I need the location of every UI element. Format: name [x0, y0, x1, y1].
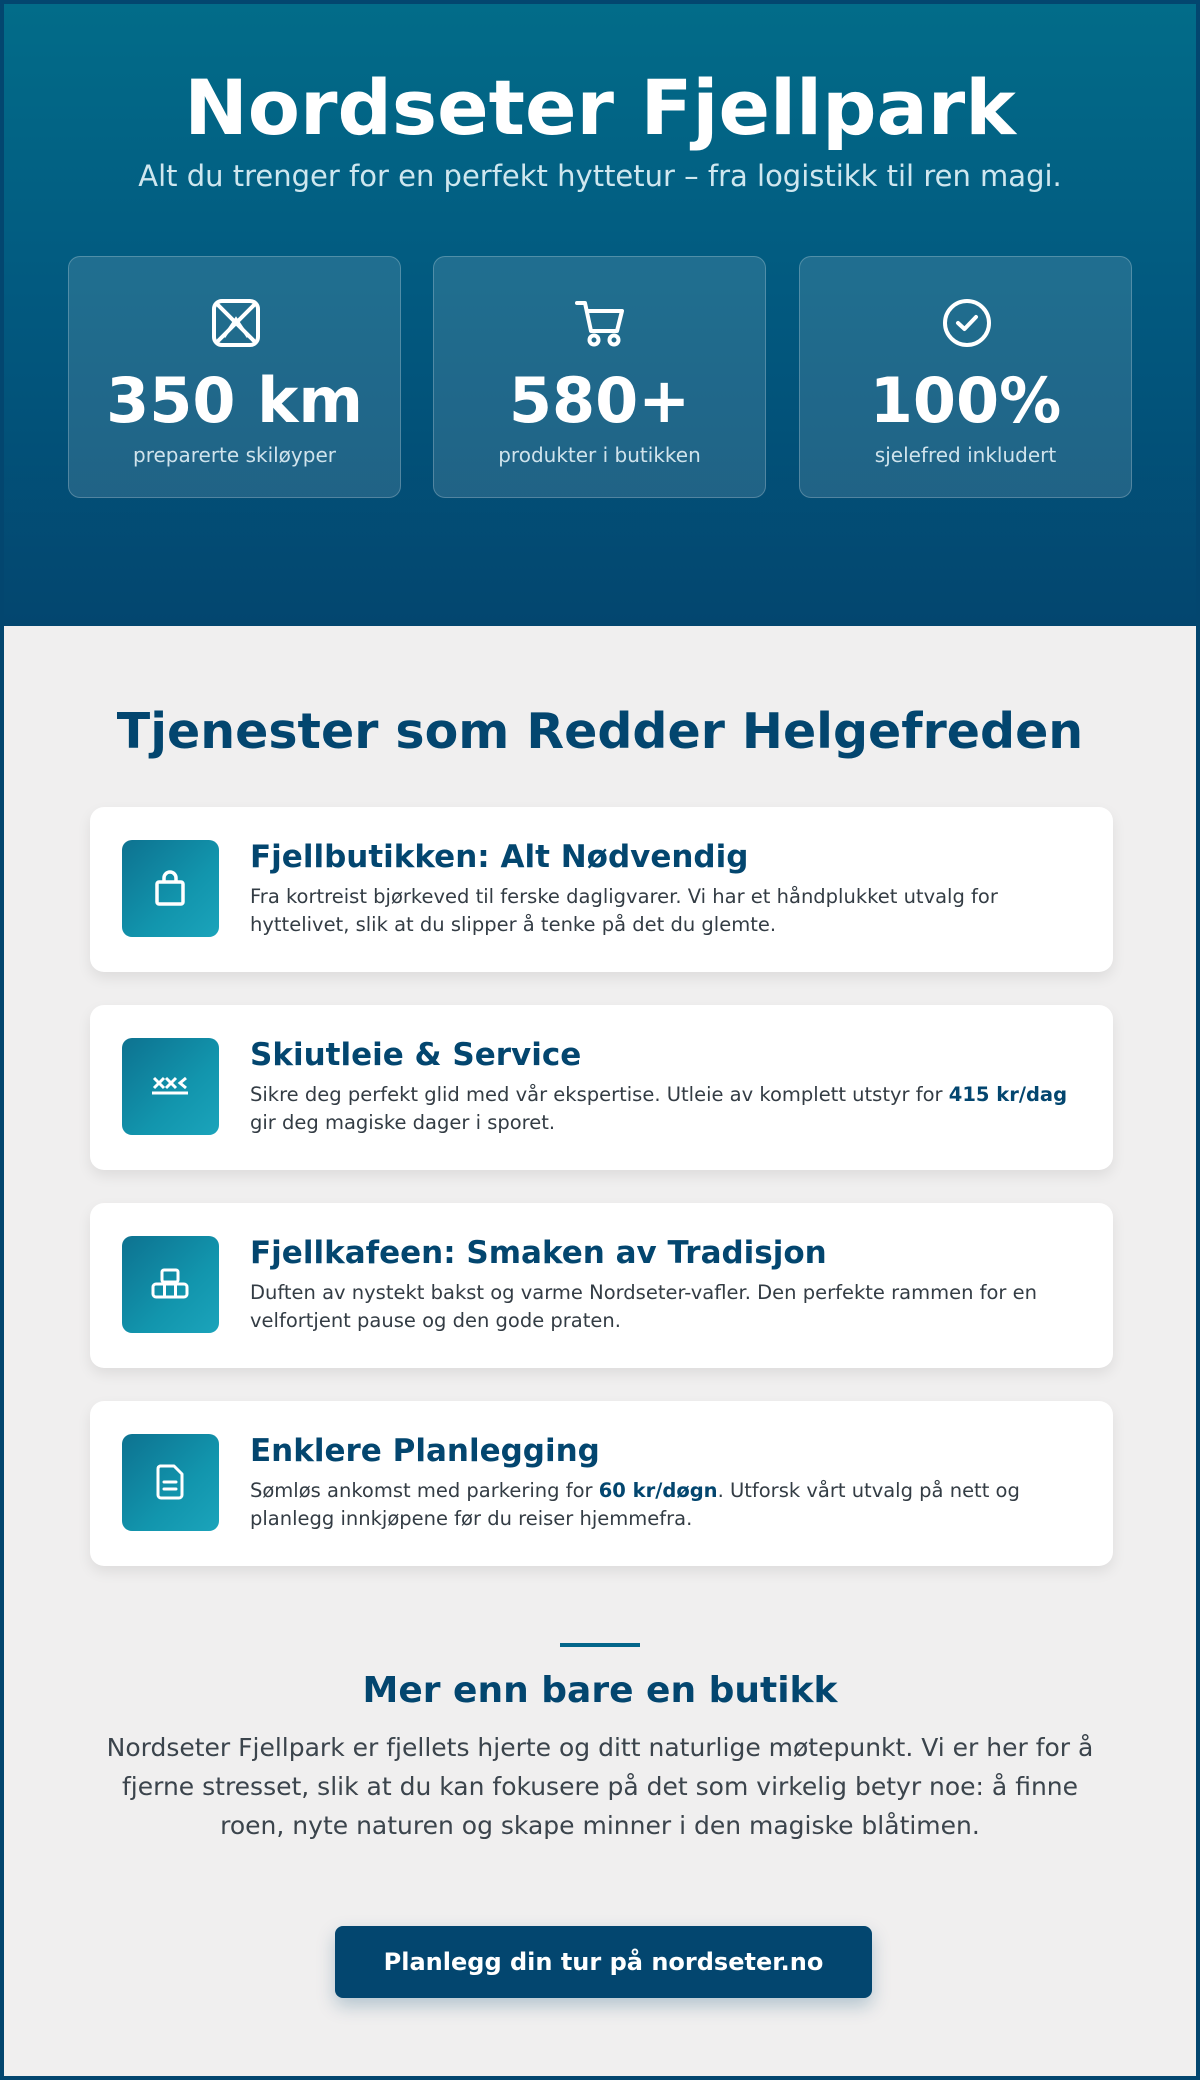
- icon-tile: [122, 1236, 219, 1333]
- stat-label: preparerte skiløyper: [133, 443, 336, 467]
- service-description-text: Sømløs ankomst med parkering for: [250, 1479, 599, 1502]
- stat-card-products: [433, 256, 766, 498]
- cafe-counter-icon: [150, 1264, 190, 1304]
- about-text: Nordseter Fjellpark er fjellets hjerte og ditt naturlige møtepunkt. Vi er her for å fjerne stresset, slik at du kan fokusere på det som virkelig betyr noe: å finne roen, nyte naturen og skape minner i den magiske blåtimen.: [106, 1733, 1094, 1840]
- plan-trip-button[interactable]: Planlegg din tur på nordseter.no: [335, 1926, 872, 1998]
- shopping-bag-icon: [150, 868, 190, 908]
- service-title: Enklere Planlegging: [250, 1433, 600, 1469]
- check-circle-icon: [941, 297, 993, 349]
- stat-label: produkter i butikken: [498, 443, 701, 467]
- service-card-planning: [90, 1401, 1113, 1566]
- icon-tile: [122, 1434, 219, 1531]
- ski-trail-icon: [210, 297, 262, 349]
- service-description: [250, 1081, 1080, 1137]
- stat-card-trails: [68, 256, 401, 498]
- shopping-cart-icon: [575, 297, 627, 349]
- service-card-cafe: [90, 1203, 1113, 1368]
- hero-subtitle: Alt du trenger for en perfekt hyttetur – fra logistikk til ren magi.: [138, 159, 1062, 193]
- services-heading: Tjenester som Redder Helgefreden: [116, 703, 1084, 760]
- service-title: Skiutleie & Service: [250, 1037, 582, 1073]
- service-card-ski-rental: [90, 1005, 1113, 1170]
- service-description: [250, 1477, 1080, 1533]
- section-divider: [560, 1643, 640, 1647]
- service-card-shop: [90, 807, 1113, 972]
- price-highlight: 60 kr/døgn: [598, 1479, 718, 1502]
- service-title: Fjellkafeen: Smaken av Tradisjon: [250, 1235, 827, 1271]
- service-description-text: gir deg magiske dager i sporet.: [250, 1111, 556, 1134]
- stat-value: 580+: [508, 364, 691, 437]
- service-description: Duften av nystekt bakst og varme Nordseter-vafler. Den perfekte rammen for en velfortjent pause og den gode praten.: [250, 1281, 1037, 1332]
- service-description-text: . Utforsk vårt utvalg på nett og planlegg innkjøpene før du reiser hjemmefra.: [250, 1479, 1020, 1530]
- icon-tile: [122, 840, 219, 937]
- about-heading: Mer enn bare en butikk: [362, 1670, 838, 1711]
- stat-value: 100%: [869, 364, 1062, 437]
- service-description: Fra kortreist bjørkeved til ferske dagligvarer. Vi har et håndplukket utvalg for hyttelivet, slik at du slipper å tenke på det du glemte.: [250, 885, 998, 936]
- stat-card-peace: [799, 256, 1132, 498]
- icon-tile: [122, 1038, 219, 1135]
- service-description-text: Sikre deg perfekt glid med vår ekspertise. Utleie av komplett utstyr for: [250, 1083, 949, 1106]
- price-highlight: 415 kr/dag: [948, 1083, 1068, 1106]
- hero-section: [4, 4, 1196, 626]
- page-title: Nordseter Fjellpark: [184, 63, 1016, 152]
- stat-value: 350 km: [106, 364, 363, 437]
- document-icon: [150, 1462, 190, 1502]
- service-title: Fjellbutikken: Alt Nødvendig: [250, 839, 749, 875]
- stat-label: sjelefred inkludert: [874, 443, 1057, 467]
- skis-icon: [150, 1066, 190, 1106]
